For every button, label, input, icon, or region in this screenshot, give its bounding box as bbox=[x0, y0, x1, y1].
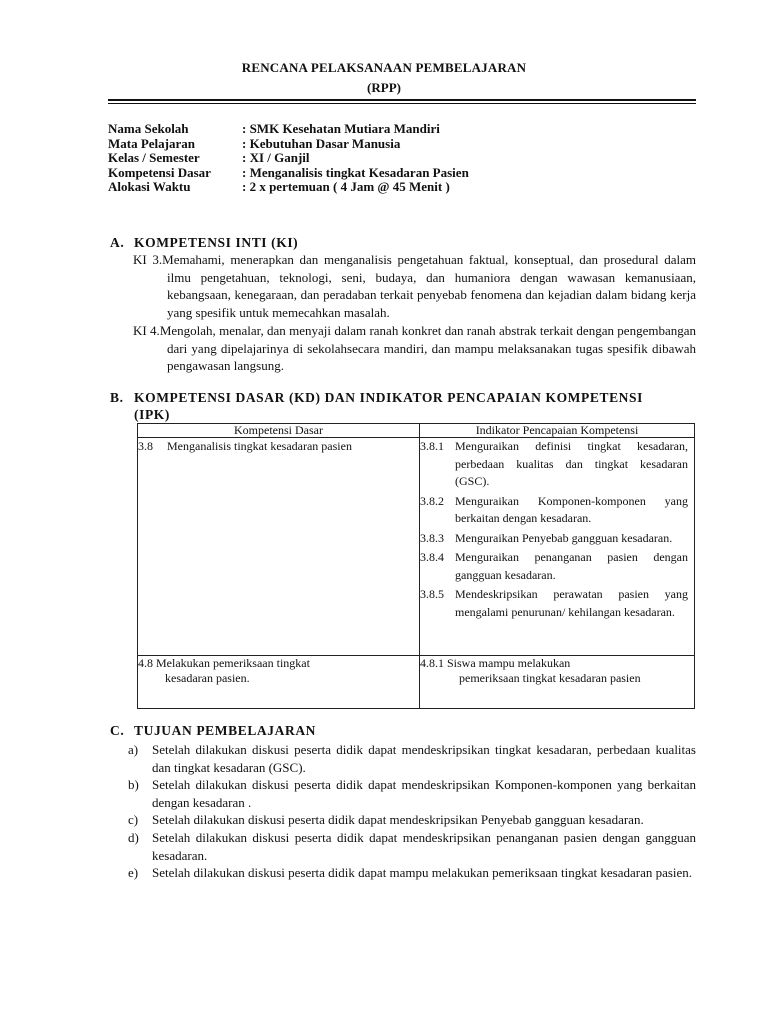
identity-label: Kompetensi Dasar bbox=[108, 164, 211, 180]
ki4-paragraph bbox=[133, 322, 696, 375]
item-letter: b) bbox=[128, 777, 139, 793]
ki4-prefix: KI 4. bbox=[133, 323, 160, 338]
identity-value: : Kebutuhan Dasar Manusia bbox=[242, 135, 401, 151]
identity-row bbox=[108, 166, 469, 181]
section-c-title: TUJUAN PEMBELAJARAN bbox=[134, 723, 317, 738]
document-subtitle: (RPP) bbox=[367, 80, 401, 95]
item-text: Setelah dilakukan diskusi peserta didik dapat mampu melakukan pemeriksaan tingkat kesadaran pasien. bbox=[152, 865, 693, 881]
identity-value: : 2 x pertemuan ( 4 Jam @ 45 Menit ) bbox=[242, 179, 450, 195]
kd-cell bbox=[138, 438, 420, 656]
ki3-prefix: KI 3. bbox=[133, 252, 163, 267]
identity-row bbox=[108, 137, 469, 152]
table-header-row bbox=[138, 424, 695, 438]
indicator-text: Mendeskripsikan perawatan pasien yang mengalami penurunan/ kehilangan kesadaran. bbox=[455, 587, 688, 619]
kd-text: 4.8 Melakukan pemeriksaan tingkat bbox=[138, 656, 310, 670]
identity-row bbox=[108, 180, 469, 195]
section-b-letter: B. bbox=[110, 390, 124, 405]
indicator-item bbox=[420, 493, 688, 528]
identity-value: : SMK Kesehatan Mutiara Mandiri bbox=[242, 121, 440, 136]
header-rule-thin bbox=[108, 103, 696, 104]
list-item bbox=[128, 811, 696, 829]
col-header-ipk: Indikator Pencapaian Kompetensi bbox=[420, 424, 695, 438]
section-a-heading bbox=[110, 235, 298, 251]
indicator-text-cont: pemeriksaan tingkat kesadaran pasien bbox=[459, 671, 641, 685]
identity-row bbox=[108, 151, 469, 166]
item-letter: c) bbox=[128, 812, 139, 828]
section-b-title-cont: (IPK) bbox=[134, 407, 170, 422]
col-header-kd: Kompetensi Dasar bbox=[138, 424, 420, 438]
item-letter: d) bbox=[128, 829, 139, 845]
item-text: Setelah dilakukan diskusi peserta didik dapat mendeskripsikan Komponen-komponen yang berkaitan dengan kesadaran . bbox=[152, 777, 696, 810]
section-c-heading bbox=[110, 723, 316, 739]
ki3-paragraph bbox=[133, 251, 696, 321]
identity-block bbox=[108, 122, 469, 195]
ki4-text: Mengolah, menalar, dan menyaji dalam ranah konkret dan ranah abstrak terkait dengan pengembangan dari yang dipelajarinya di sekolahsecara mandiri, dan mampu melaksanakan tugas spesifik dibawah pengawasan langsung. bbox=[159, 323, 696, 374]
item-text: Setelah dilakukan diskusi peserta didik dapat mendeskripsikan Penyebab gangguan kesadaran. bbox=[152, 812, 644, 828]
identity-label: Alokasi Waktu bbox=[108, 179, 191, 195]
item-text: Setelah dilakukan diskusi peserta didik dapat mendeskripsikan penanganan pasien dengan gangguan kesadaran. bbox=[152, 829, 696, 863]
identity-value: : XI / Ganjil bbox=[242, 150, 310, 166]
indicator-item bbox=[420, 549, 688, 584]
indicator-text: 4.8.1 Siswa mampu melakukan bbox=[420, 656, 571, 670]
table-row bbox=[138, 438, 695, 656]
section-c-letter: C. bbox=[110, 723, 125, 738]
list-item bbox=[128, 829, 696, 864]
indicator-number: 3.8.3 bbox=[420, 530, 444, 545]
document-title: RENCANA PELAKSANAAN PEMBELAJARAN bbox=[241, 60, 527, 75]
item-text: Setelah dilakukan diskusi peserta didik dapat mendeskripsikan tingkat kesadaran, perbedaan kualitas dan tingkat kesadaran (GSC). bbox=[152, 742, 696, 775]
indicator-text: Menguraikan definisi tingkat kesadaran, perbedaan kualitas dan tingkat kesadaran (GSC). bbox=[455, 439, 688, 488]
section-a-letter: A. bbox=[110, 235, 125, 250]
identity-row bbox=[108, 122, 469, 137]
list-item bbox=[128, 741, 696, 776]
indicator-number: 3.8.5 bbox=[420, 587, 444, 601]
kd-ipk-table bbox=[137, 423, 695, 709]
table-row bbox=[138, 656, 695, 709]
indicator-number: 3.8.1 bbox=[420, 439, 444, 453]
indicator-number: 3.8.4 bbox=[420, 550, 444, 564]
ipk-cell bbox=[420, 656, 695, 709]
identity-label: Mata Pelajaran bbox=[108, 135, 196, 151]
list-item bbox=[128, 776, 696, 811]
kd-text: Menganalisis tingkat kesadaran pasien bbox=[167, 439, 352, 453]
ipk-cell bbox=[420, 438, 695, 656]
section-b-title: KOMPETENSI DASAR (KD) DAN INDIKATOR PENCAPAIAN KOMPETENSI bbox=[134, 390, 643, 405]
indicator-text: Menguraikan Penyebab gangguan kesadaran. bbox=[455, 530, 673, 545]
header-rule-thick bbox=[108, 99, 696, 101]
indicator-number: 3.8.2 bbox=[420, 493, 444, 508]
kd-text-cont: kesadaran pasien. bbox=[165, 671, 250, 685]
list-item bbox=[128, 864, 696, 882]
section-b-heading bbox=[110, 389, 643, 423]
identity-label: Kelas / Semester bbox=[108, 150, 200, 166]
ki3-text: Memahami, menerapkan dan menganalisis pengetahuan faktual, konseptual, dan prosedural dalam ilmu pengetahuan, teknologi, seni, budaya, dan humaniora dengan wawasan kemanusiaan, kebangsaan, kenegaraan, dan peradaban terkait penyebab fenomena dan kejadian dalam bidang kerja yang spesifik untuk memecahkan masalah. bbox=[162, 252, 697, 320]
objectives-list bbox=[128, 741, 696, 882]
section-a-title: KOMPETENSI INTI (KI) bbox=[134, 235, 299, 250]
identity-value: : Menganalisis tingkat Kesadaran Pasien bbox=[242, 164, 469, 180]
kd-number: 3.8 bbox=[138, 439, 153, 453]
indicator-item bbox=[420, 530, 688, 548]
item-letter: e) bbox=[128, 865, 139, 881]
identity-label: Nama Sekolah bbox=[108, 121, 189, 136]
indicator-text: Menguraikan Komponen-komponen yang berkaitan dengan kesadaran. bbox=[455, 493, 688, 525]
item-letter: a) bbox=[128, 742, 139, 757]
indicator-item bbox=[420, 586, 688, 621]
kd-cell bbox=[138, 656, 420, 709]
indicator-item bbox=[420, 438, 688, 491]
indicator-text: Menguraikan penanganan pasien dengan gangguan kesadaran. bbox=[455, 550, 688, 582]
